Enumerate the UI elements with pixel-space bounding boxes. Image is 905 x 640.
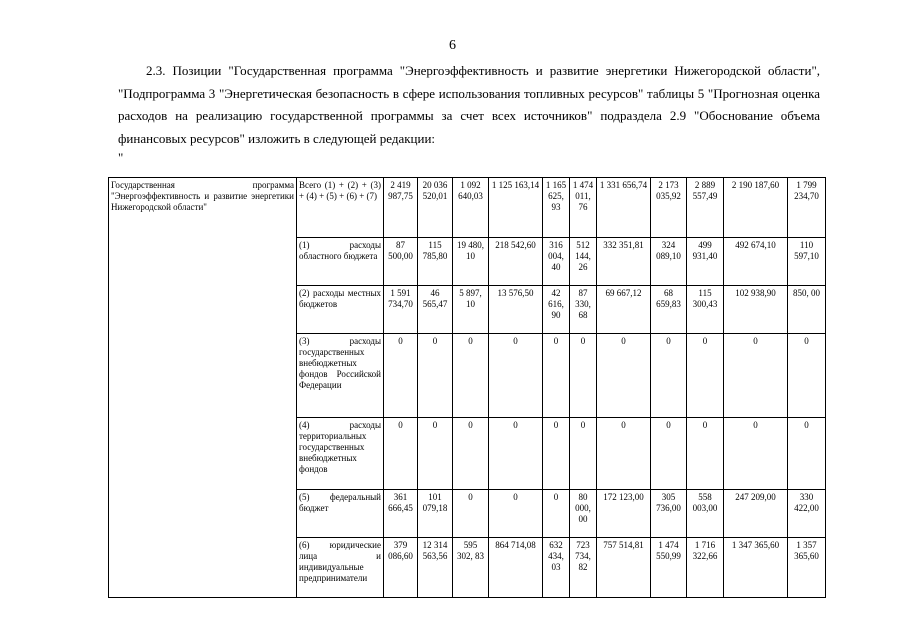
amount-cell: 46 565,47: [418, 286, 453, 334]
table-row: [109, 178, 826, 238]
amount-cell: 12 314 563,56: [418, 538, 453, 598]
amount-cell: 0: [489, 490, 543, 538]
amount-cell: 723 734, 82: [570, 538, 597, 598]
amount-cell: 512 144, 26: [570, 238, 597, 286]
amount-cell: 1 474 550,99: [651, 538, 687, 598]
funding-source-label: (2) расходы местных бюджетов: [297, 286, 384, 334]
financing-table: [108, 177, 826, 598]
funding-source-label: (3) расходы государственных внебюджетных фондов Российской Федерации: [297, 334, 384, 418]
page-number: 6: [449, 38, 456, 53]
amount-cell: 379 086,60: [384, 538, 418, 598]
amount-cell: 68 659,83: [651, 286, 687, 334]
opening-quote-mark: ": [118, 150, 124, 165]
amendment-text: 2.3. Позиции "Государственная программа "Энергоэффективность и развитие энергетики Нижегородской области", "Подпрограмма 3 "Энергетическая безопасность в сфере использования топливных ресурсов" таблицы 5 "Прогнозная оценка расходов на реализацию государственной программы за счет всех источников" подраздела 2.9 "Обоснование объема финансовых ресурсов" изложить в следующей редакции:: [118, 63, 820, 146]
amount-cell: 492 674,10: [724, 238, 788, 286]
amount-cell: 0: [489, 418, 543, 490]
amount-cell: 0: [651, 334, 687, 418]
amount-cell: 361 666,45: [384, 490, 418, 538]
amount-cell: 0: [418, 334, 453, 418]
amount-cell: 332 351,81: [597, 238, 651, 286]
amount-cell: 0: [724, 418, 788, 490]
amount-cell: 0: [489, 334, 543, 418]
amount-cell: 110 597,10: [788, 238, 826, 286]
amount-cell: 0: [597, 418, 651, 490]
amount-cell: 87 500,00: [384, 238, 418, 286]
amount-cell: 0: [384, 334, 418, 418]
amount-cell: 1 357 365,60: [788, 538, 826, 598]
amount-cell: 595 302, 83: [453, 538, 489, 598]
amount-cell: 247 209,00: [724, 490, 788, 538]
amount-cell: 2 173 035,92: [651, 178, 687, 238]
amount-cell: 330 422,00: [788, 490, 826, 538]
amount-cell: 632 434, 03: [543, 538, 570, 598]
amount-cell: 1 716 322,66: [687, 538, 724, 598]
amount-cell: 0: [788, 334, 826, 418]
amount-cell: 0: [384, 418, 418, 490]
amount-cell: 316 004, 40: [543, 238, 570, 286]
amount-cell: 499 931,40: [687, 238, 724, 286]
funding-source-label: (5) федеральный бюджет: [297, 490, 384, 538]
amount-cell: 305 736,00: [651, 490, 687, 538]
amount-cell: 0: [543, 334, 570, 418]
amount-cell: 0: [453, 334, 489, 418]
amendment-paragraph: [118, 60, 820, 150]
amount-cell: 2 190 187,60: [724, 178, 788, 238]
amount-cell: 0: [788, 418, 826, 490]
amount-cell: 324 089,10: [651, 238, 687, 286]
amount-cell: 0: [543, 418, 570, 490]
amount-cell: 80 000, 00: [570, 490, 597, 538]
amount-cell: 13 576,50: [489, 286, 543, 334]
amount-cell: 115 785,80: [418, 238, 453, 286]
amount-cell: 5 897, 10: [453, 286, 489, 334]
amount-cell: 0: [418, 418, 453, 490]
amount-cell: 1 474 011, 76: [570, 178, 597, 238]
amount-cell: 0: [651, 418, 687, 490]
funding-source-label: (6) юридические лица и индивидуальные предприниматели: [297, 538, 384, 598]
amount-cell: 0: [597, 334, 651, 418]
amount-cell: 172 123,00: [597, 490, 651, 538]
amount-cell: 2 419 987,75: [384, 178, 418, 238]
amount-cell: 1 165 625, 93: [543, 178, 570, 238]
amount-cell: 0: [570, 334, 597, 418]
amount-cell: 1 331 656,74: [597, 178, 651, 238]
amount-cell: 0: [687, 418, 724, 490]
amount-cell: 101 079,18: [418, 490, 453, 538]
amount-cell: 115 300,43: [687, 286, 724, 334]
amount-cell: 19 480, 10: [453, 238, 489, 286]
amount-cell: 0: [570, 418, 597, 490]
program-title-cell: Государственная программа "Энергоэффективность и развитие энергетики Нижегородской области": [109, 178, 297, 598]
amount-cell: 864 714,08: [489, 538, 543, 598]
amount-cell: 850, 00: [788, 286, 826, 334]
amount-cell: 1 092 640,03: [453, 178, 489, 238]
amount-cell: 1 125 163,14: [489, 178, 543, 238]
amount-cell: 0: [453, 418, 489, 490]
amount-cell: 1 799 234,70: [788, 178, 826, 238]
funding-source-label: (1) расходы областного бюджета: [297, 238, 384, 286]
amount-cell: 1 591 734,70: [384, 286, 418, 334]
amount-cell: 0: [724, 334, 788, 418]
amount-cell: 69 667,12: [597, 286, 651, 334]
amount-cell: 0: [687, 334, 724, 418]
amount-cell: 0: [453, 490, 489, 538]
amount-cell: 558 003,00: [687, 490, 724, 538]
amount-cell: 757 514,81: [597, 538, 651, 598]
amount-cell: 102 938,90: [724, 286, 788, 334]
funding-source-label: (4) расходы территориальных государственных внебюджетных фондов: [297, 418, 384, 490]
amount-cell: 218 542,60: [489, 238, 543, 286]
funding-source-label: Всего (1) + (2) + (3) + (4) + (5) + (6) + (7): [297, 178, 384, 238]
amount-cell: 87 330, 68: [570, 286, 597, 334]
amount-cell: 42 616, 90: [543, 286, 570, 334]
amount-cell: 2 889 557,49: [687, 178, 724, 238]
amount-cell: 20 036 520,01: [418, 178, 453, 238]
amount-cell: 0: [543, 490, 570, 538]
amount-cell: 1 347 365,60: [724, 538, 788, 598]
